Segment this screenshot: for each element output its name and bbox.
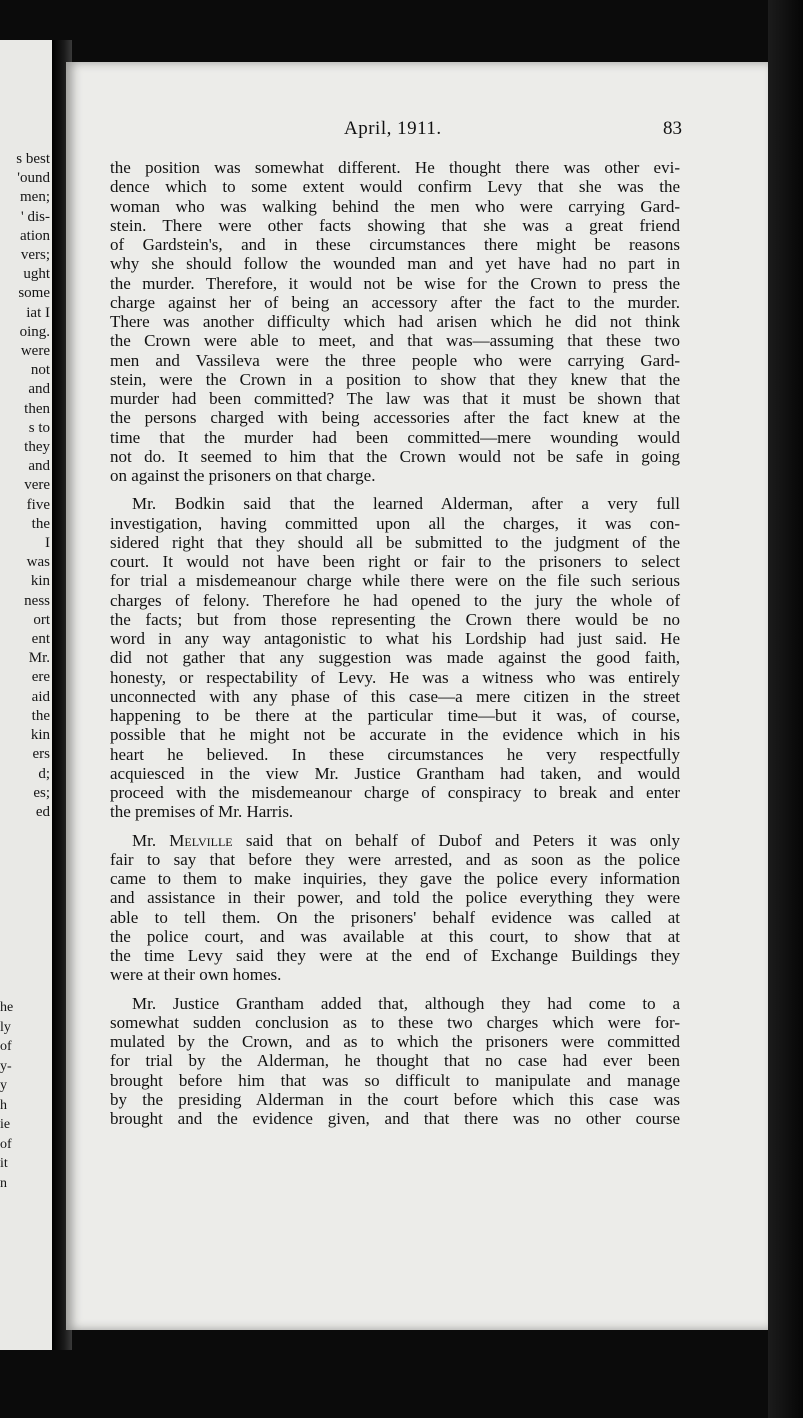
facing-page-fragment: Mr. [28, 650, 50, 667]
text-line: by the presiding Alderman in the court before which this case was [110, 1089, 680, 1109]
text-line: brought before him that was so difficult to manipulate and manage [110, 1070, 680, 1090]
facing-page-fragment: ness [24, 592, 50, 609]
facing-page-fragment: not [30, 362, 50, 379]
facing-page-text-top [16, 150, 50, 822]
text-line: the Crown were able to meet, and that was—assuming that these two [110, 331, 680, 351]
facing-page-fragment: 'ound [17, 170, 50, 187]
text-line: dence which to some extent would confirm Levy that she was the [110, 177, 680, 197]
text-line: the time Levy said they were at the end of Exchange Buildings they [110, 946, 680, 965]
text-line: for trial a misdemeanour charge while there were on the file such serious [110, 571, 680, 591]
paragraph-1 [110, 158, 680, 485]
facing-page-fragment: aid [31, 688, 50, 705]
book-page [66, 62, 768, 1330]
facing-page-fragment: n [0, 1175, 7, 1191]
text-line: possible that he might not be accurate in the evidence which in his [110, 725, 680, 745]
background-strip [768, 0, 803, 1418]
facing-page-fragment: ly [0, 1019, 11, 1035]
facing-page-fragment: they [24, 439, 50, 456]
page-header [66, 118, 768, 148]
text-line: the premises of Mr. Harris. [110, 802, 294, 822]
text-line-rest: said that on behalf of Dubof and Peters it was only [232, 830, 680, 850]
facing-page-fragment: iat I [26, 304, 50, 321]
running-title: April, 1911. [344, 118, 442, 139]
text-line: sidered right that they should all be submitted to the judgment of the [110, 532, 680, 552]
text-line: able to tell them. On the prisoners' behalf evidence was called at [110, 907, 680, 927]
text-line: the police court, and was available at this court, to show that at [110, 926, 680, 946]
facing-page-fragment: h [0, 1097, 7, 1113]
facing-page-fragment: and [28, 458, 50, 475]
text-line: somewhat sudden conclusion as to these two charges which were for- [110, 1012, 680, 1032]
facing-page-fragment: he [0, 1000, 14, 1015]
facing-page-fragment: d; [38, 765, 50, 782]
facing-page-edge [0, 40, 54, 1350]
text-line: happening to be there at the particular time—but it was, of course, [110, 706, 680, 725]
text-line: honesty, or respectability of Levy. He was a witness who was entirely [110, 667, 680, 687]
text-line: stein. There were other facts showing that she was a great friend [110, 215, 680, 235]
facing-page-fragment: y- [0, 1058, 12, 1074]
facing-page-fragment: five [26, 496, 50, 513]
text-line: not do. It seemed to him that the Crown would not be safe in going [110, 446, 680, 466]
facing-page-fragment: oing. [19, 323, 50, 340]
facing-page-fragment: ent [31, 631, 50, 648]
text-line: unconnected with any phase of this case—a mere citizen in the street [110, 686, 680, 706]
paragraph-3 [110, 831, 680, 985]
text-line: were at their own homes. [110, 965, 282, 985]
facing-page-fragment: es; [33, 784, 50, 801]
page-body [110, 158, 680, 1137]
text-line: heart he believed. In these circumstances he very respectfully [110, 744, 680, 764]
facing-page-fragment: vere [24, 477, 50, 494]
text-line: the facts; but from those representing the Crown there would be no [110, 609, 680, 629]
text-line: brought and the evidence given, and that there was no other course [110, 1109, 680, 1128]
facing-page-fragment: it [0, 1156, 8, 1171]
text-line: mulated by the Crown, and as to which the prisoners were committed [110, 1032, 680, 1051]
text-line: word in any way antagonistic to what his Lordship had just said. He [110, 629, 680, 648]
facing-page-fragment: the [31, 515, 50, 532]
text-line: proceed with the misdemeanour charge of conspiracy to break and enter [110, 783, 680, 802]
facing-page-fragment: kin [30, 727, 50, 744]
text-line: on against the prisoners on that charge. [110, 466, 376, 485]
facing-page-fragment: ation [20, 227, 50, 244]
facing-page-fragment: the [31, 707, 50, 724]
text-line [110, 831, 680, 850]
facing-page-fragment: ed [35, 803, 50, 820]
facing-page-fragment: ught [23, 266, 50, 283]
speaker-name: Melville [169, 830, 233, 850]
text-line: why she should follow the wounded man and yet have had no part in [110, 254, 680, 274]
facing-page-fragment: ie [0, 1117, 11, 1132]
text-line: fair to say that before they were arrested, and as soon as the police [110, 849, 680, 869]
facing-page-fragment: y [0, 1078, 7, 1093]
text-line: investigation, having committed upon all the charges, it was con- [110, 513, 680, 533]
text-line: came to them to make inquiries, they gave the police every information [110, 869, 680, 888]
text-line: court. It would not have been right or fair to the prisoners to select [110, 552, 680, 571]
text-line: Mr. Justice Grantham added that, although they had come to a [132, 993, 680, 1013]
text-line: men and Vassileva were the three people who were carrying Gard- [110, 350, 680, 370]
text-line: did not gather that any suggestion was made against the good faith, [110, 648, 680, 668]
text-line: for trial by the Alderman, he thought that no case had ever been [110, 1051, 680, 1071]
facing-page-fragment: I [45, 535, 50, 552]
text-line: woman who was walking behind the men who were carrying Gard- [110, 196, 680, 216]
text-line: the murder. Therefore, it would not be wise for the Crown to press the [110, 273, 680, 293]
facing-page-fragment: vers; [20, 247, 50, 264]
facing-page-fragment: then [24, 400, 50, 417]
facing-page-fragment: men; [20, 189, 50, 206]
text-line: time that the murder had been committed—mere wounding would [110, 427, 680, 447]
facing-page-fragment: and [28, 381, 50, 398]
paragraph-2 [110, 494, 680, 821]
paragraph-4 [110, 994, 680, 1129]
text-line: and assistance in their power, and told the police everything they were [110, 888, 680, 908]
text-line: murder had been committed? The law was that it must be shown that [110, 389, 680, 408]
page-number: 83 [663, 118, 682, 139]
text-line: the persons charged with being accessories after the fact knew at the [110, 408, 680, 428]
facing-page-fragment: ere [31, 669, 50, 686]
text-line: charge against her of being an accessory after the fact to the murder. [110, 292, 680, 312]
text-line: Mr. Bodkin said that the learned Alderman, after a very full [132, 494, 680, 514]
text-line: charges of felony. Therefore he had opened to the jury the whole of [110, 590, 680, 610]
facing-page-fragment: ort [33, 611, 50, 628]
facing-page-fragment: was [26, 554, 50, 571]
text-line: of Gardstein's, and in these circumstances there might be reasons [110, 235, 680, 254]
facing-page-fragment: some [18, 285, 50, 302]
facing-page-fragment: ' dis- [21, 208, 50, 225]
facing-page-fragment: ers [32, 746, 50, 763]
text-line: There was another difficulty which had arisen which he did not think [110, 312, 680, 331]
text-line: the position was somewhat different. He thought there was other evi- [110, 158, 680, 177]
facing-page-fragment: were [20, 343, 50, 360]
text-line: stein, were the Crown in a position to show that they knew that the [110, 369, 680, 389]
facing-page-text-bottom [0, 998, 13, 1193]
facing-page-fragment: s to [28, 419, 50, 436]
facing-page-fragment: kin [30, 573, 50, 590]
facing-page-fragment: of [0, 1136, 12, 1152]
facing-page-fragment: s best [16, 151, 50, 167]
text-line: acquiesced in the view Mr. Justice Grantham had taken, and would [110, 763, 680, 783]
facing-page-fragment: of [0, 1039, 12, 1054]
speaker-title: Mr. [132, 830, 170, 850]
